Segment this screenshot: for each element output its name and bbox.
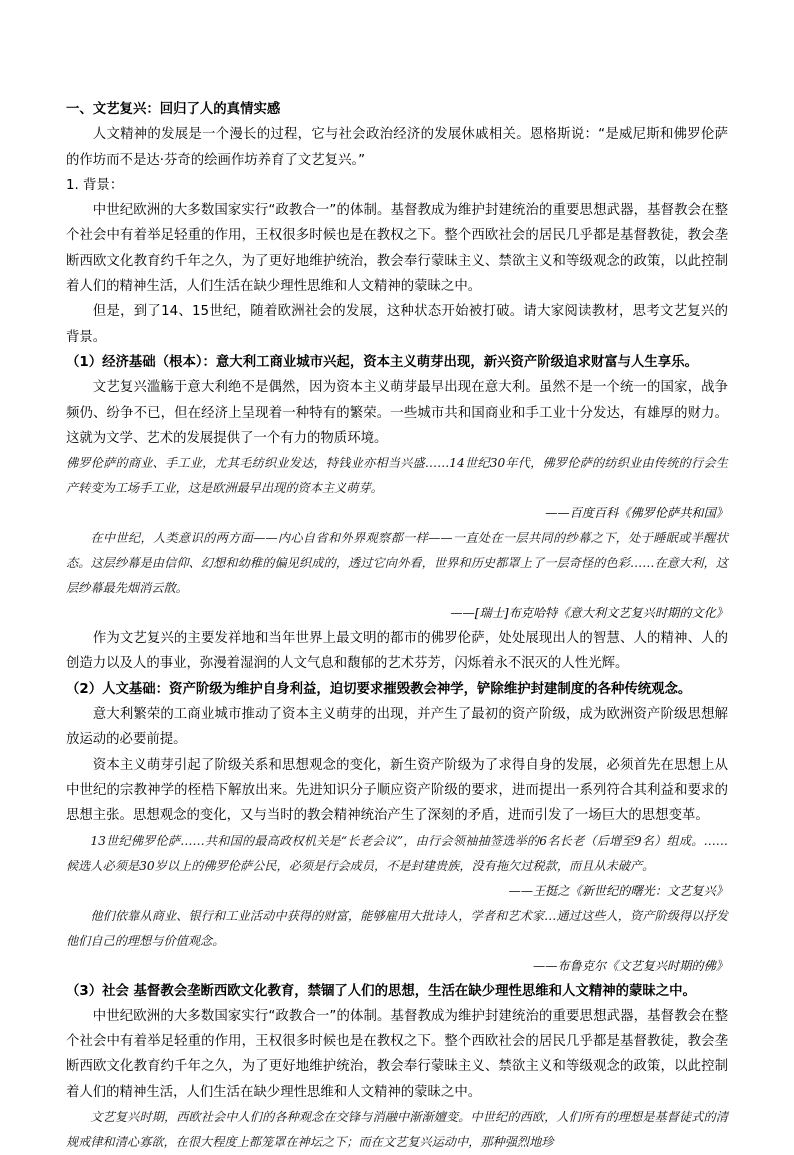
economic-basis-heading: （1）经济基础（根本）：意大利工商业城市兴起，资本主义萌芽出现，新兴资产阶级追求财富与人生享乐。 xyxy=(66,354,698,370)
social-basis-heading: （3）社会 基督教会垄断西欧文化教育，禁锢了人们的思想，生活在缺少理性思维和人文精神的蒙昧之中。 xyxy=(66,983,696,999)
quote-renaissance-ideas: 文艺复兴时期，西欧社会中人们的各种观念在交锋与消融中渐渐嬗变。中世纪的西欧，人们所有的理想是基督徒式的清规戒律和清心寡欲，在很大程度上都笼罩在神坛之下；而在文艺复兴运动中，那种强烈地珍 xyxy=(66,1110,728,1150)
section-title: 一、文艺复兴：回归了人的真情实感 xyxy=(66,102,281,117)
humanist-basis-heading: （2）人文基础：资产阶级为维护自身利益，迫切要求摧毁教会神学，铲除维护封建制度的各种传统观念。 xyxy=(66,681,692,697)
background-heading: 1. 背景： xyxy=(66,177,124,193)
background-paragraph-2: 但是，到了14、15世纪，随着欧洲社会的发展，这种状态开始被打破。请大家阅读教材，思考文艺复兴的背景。 xyxy=(66,304,728,345)
quote-source-wang: ——王挺之《新世纪的曙光：文艺复兴》 xyxy=(508,883,728,898)
economic-paragraph-1: 文艺复兴滥觞于意大利绝不是偶然，因为资本主义萌芽最早出现在意大利。虽然不是一个统一的国家，战争频仍、纷争不已，但在经济上呈现着一种特有的繁荣。一些城市共和国商业和手工业十分发达，有雄厚的财力。这就为文学、艺术的发展提供了一个有力的物质环境。 xyxy=(66,380,728,446)
quote-source-baidu: ——百度百科《佛罗伦萨共和国》 xyxy=(545,506,728,521)
quote-source-brucker: ——布鲁克尔《文艺复兴时期的佛》 xyxy=(533,958,728,973)
quote-bourgeoisie: 他们依靠从商业、银行和工业活动中获得的财富，能够雇用大批诗人，学者和艺术家…通过这些人，资产阶级得以抒发他们自己的理想与价值观念。 xyxy=(66,908,728,948)
humanist-paragraph-1: 意大利繁荣的工商业城市推动了资本主义萌芽的出现，并产生了最初的资产阶级，成为欧洲资产阶级思想解放运动的必要前提。 xyxy=(66,707,728,748)
humanist-paragraph-2: 资本主义萌芽引起了阶级关系和思想观念的变化，新生资产阶级为了求得自身的发展，必须首先在思想上从中世纪的宗教神学的桎梏下解放出来。先进知识分子顺应资产阶级的要求，进而提出一系列符合其利益和要求的思想主张。思想观念的变化，又与当时的教会精神统治产生了深刻的矛盾，进而引发了一场巨大的思想变革。 xyxy=(66,757,728,824)
document-page xyxy=(66,97,728,1155)
social-paragraph-1: 中世纪欧洲的大多数国家实行“政教合一”的体制。基督教成为维护封建统治的重要思想武器，基督教会在整个社会中有着举足轻重的作用，王权很多时候也是在教权之下。整个西欧社会的居民几乎都是基督教徒，教会垄断西欧文化教育约千年之久，为了更好地维护统治，教会奉行蒙昧主义、禁欲主义和等级观念的政策，以此控制着人们的精神生活，人们生活在缺少理性思维和人文精神的蒙昧之中。 xyxy=(66,1008,728,1100)
background-paragraph-1: 中世纪欧洲的大多数国家实行“政教合一”的体制。基督教成为维护封建统治的重要思想武器，基督教会在整个社会中有着举足轻重的作用，王权很多时候也是在教权之下。整个西欧社会的居民几乎都是基督教徒，教会垄断西欧文化教育约千年之久，为了更好地维护统治，教会奉行蒙昧主义、禁欲主义和等级观念的政策，以此控制着人们的精神生活，人们生活在缺少理性思维和人文精神的蒙昧之中。 xyxy=(66,203,728,295)
intro-paragraph: 人文精神的发展是一个漫长的过程，它与社会政治经济的发展休戚相关。恩格斯说：“是威尼斯和佛罗伦萨的作坊而不是达·芬奇的绘画作坊养育了文艺复兴。” xyxy=(66,127,728,168)
quote-burckhardt: 在中世纪，人类意识的两方面——内心自省和外界观察都一样——一直处在一层共同的纱幕之下，处于睡眠或半醒状态。这层纱幕是由信仰、幻想和幼稚的偏见织成的，透过它向外看，世界和历史都罩上了一层奇怪的色彩……在意大利，这层纱幕最先烟消云散。 xyxy=(66,531,728,596)
quote-source-burckhardt: ——[瑞士]布克哈特《意大利文艺复兴时期的文化》 xyxy=(450,606,728,621)
economic-paragraph-2: 作为文艺复兴的主要发祥地和当年世界上最文明的都市的佛罗伦萨，处处展现出人的智慧、人的精神、人的创造力以及人的事业，弥漫着湿润的人文气息和馥郁的艺术芬芳，闪烁着永不泯灭的人性光辉。 xyxy=(66,631,728,672)
quote-florence-council: 13世纪佛罗伦萨……共和国的最高政权机关是“长老会议”，由行会领袖抽签选举的6名长老（后增至9名）组成。……候选人必须是30岁以上的佛罗伦萨公民，必须是行会成员，不是封建贵族，没有拖欠过税款，而且从未破产。 xyxy=(66,833,728,873)
quote-florence-economy: 佛罗伦萨的商业、手工业，尤其毛纺织业发达，特钱业亦相当兴盛……14世纪30年代，佛罗伦萨的纺织业由传统的行会生产转变为工场手工业，这是欧洲最早出现的资本主义萌芽。 xyxy=(66,456,728,496)
